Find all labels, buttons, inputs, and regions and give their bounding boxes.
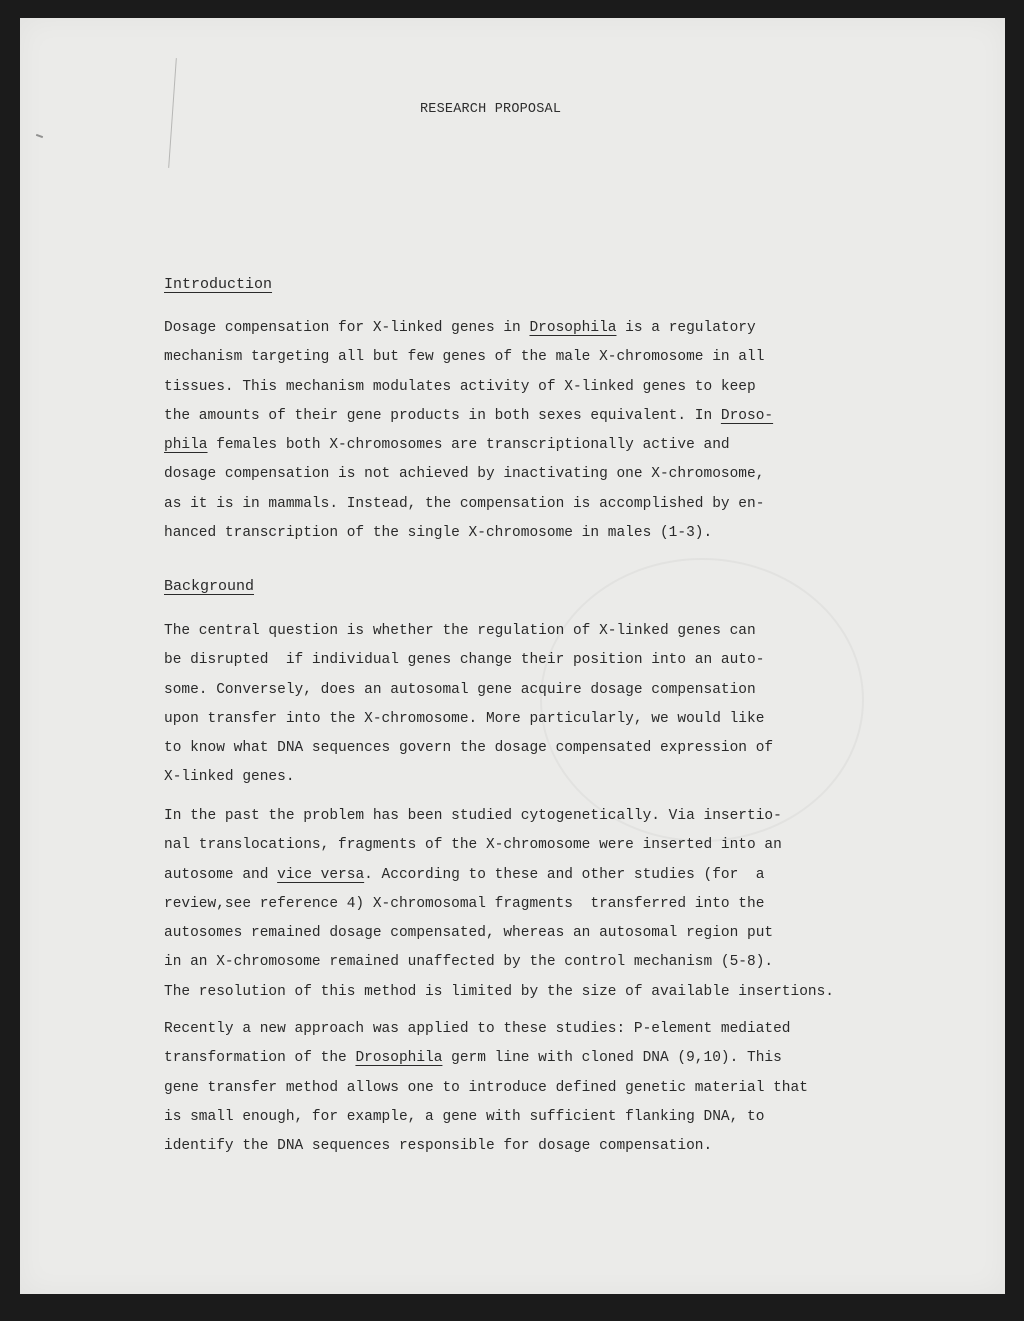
paper-page: [20, 18, 1005, 1294]
text-line: is small enough, for example, a gene with sufficient flanking DNA, to: [164, 1108, 765, 1125]
background-paragraph-3: [164, 1015, 944, 1161]
text-line: The central question is whether the regulation of X-linked genes can: [164, 623, 756, 639]
text-line: autosome and vice versa. According to these and other studies (for a: [164, 866, 765, 883]
text-line: Recently a new approach was applied to these studies: P-element mediated: [164, 1021, 791, 1037]
text-line: The resolution of this method is limited by the size of available insertions.: [164, 983, 835, 1000]
text-line: some. Conversely, does an autosomal gene acquire dosage compensation: [164, 681, 756, 698]
introduction-paragraph: [164, 314, 944, 548]
species-name: Droso-: [720, 407, 774, 424]
text-line: phila females both X-chromosomes are transcriptionally active and: [164, 437, 730, 454]
background-heading: Background: [164, 578, 255, 595]
text-line: upon transfer into the X-chromosome. More particularly, we would like: [164, 710, 765, 727]
text-line: to know what DNA sequences govern the dosage compensated expression of: [164, 740, 774, 757]
text-line: dosage compensation is not achieved by inactivating one X-chromosome,: [164, 466, 765, 483]
text-line: Dosage compensation for X-linked genes in Drosophila is a regulatory: [164, 320, 756, 336]
pencil-mark-small: [36, 134, 43, 138]
document-title: RESEARCH PROPOSAL: [420, 102, 562, 117]
text-line: transformation of the Drosophila germ line with cloned DNA (9,10). This: [164, 1050, 782, 1067]
text-line: hanced transcription of the single X-chromosome in males (1-3).: [164, 525, 713, 542]
text-line: be disrupted if individual genes change their position into an auto-: [164, 652, 765, 669]
text-line: as it is in mammals. Instead, the compensation is accomplished by en-: [164, 495, 765, 512]
introduction-heading: Introduction: [164, 276, 273, 293]
background-paragraph-1: [164, 617, 944, 793]
text-line: mechanism targeting all but few genes of the male X-chromosome in all: [164, 349, 765, 366]
background-paragraph-2: [164, 802, 944, 1007]
text-line: tissues. This mechanism modulates activity of X-linked genes to keep: [164, 378, 756, 395]
species-name: Drosophila: [355, 1050, 443, 1067]
text-line: in an X-chromosome remained unaffected by the control mechanism (5-8).: [164, 954, 774, 971]
pencil-mark: [168, 58, 177, 168]
text-line: In the past the problem has been studied cytogenetically. Via insertio-: [164, 808, 782, 824]
latin-phrase: vice versa: [277, 866, 365, 883]
text-line: identify the DNA sequences responsible for dosage compensation.: [164, 1138, 713, 1155]
text-line: review,see reference 4) X-chromosomal fragments transferred into the: [164, 895, 765, 912]
species-name: phila: [164, 437, 208, 454]
species-name: Drosophila: [529, 320, 617, 336]
text-line: autosomes remained dosage compensated, whereas an autosomal region put: [164, 925, 774, 942]
text-line: X-linked genes.: [164, 769, 295, 786]
text-line: the amounts of their gene products in both sexes equivalent. In Droso-: [164, 407, 774, 424]
text-line: nal translocations, fragments of the X-chromosome were inserted into an: [164, 837, 782, 854]
text-line: gene transfer method allows one to introduce defined genetic material that: [164, 1079, 808, 1096]
